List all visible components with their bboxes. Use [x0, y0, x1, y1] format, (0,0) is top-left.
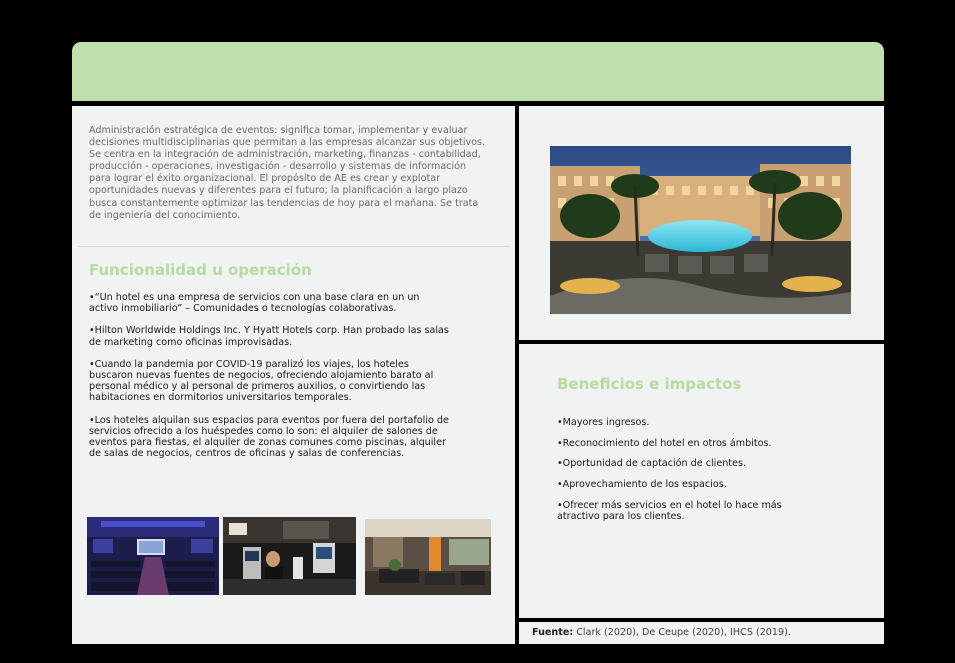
- source-text: Clark (2020), De Ceupe (2020), IHCS (2019).: [573, 627, 791, 638]
- functionality-title: Funcionalidad u operación: [89, 261, 312, 279]
- conference-room-photo: [87, 517, 219, 595]
- benefits-bullets: [557, 417, 827, 532]
- benefits-title: Beneficios e impactos: [557, 375, 742, 393]
- bullet-item: •Hilton Worldwide Holdings Inc. Y Hyatt Hotels corp. Han probado las salas de marketing como oficinas improvisadas.: [89, 325, 449, 348]
- bullet-item: •Reconocimiento del hotel en otros ámbitos.: [557, 437, 772, 449]
- hotel-lobby-photo: [365, 519, 491, 595]
- divider: [78, 246, 510, 247]
- hotel-pool-photo: [550, 146, 851, 314]
- source-box: [519, 622, 884, 644]
- source-label: Fuente:: [532, 627, 574, 638]
- hotel-photo-panel: [519, 106, 884, 340]
- benefits-panel: [519, 344, 884, 618]
- bullet-item: •Cuando la pandemia por COVID-19 paralizó los viajes, los hoteles buscaron nuevas fuentes de negocios, ofreciendo alojamiento barato al personal médico y al personal de primeros auxilios, o convirtiendo las habitaciones en dormitorios universitarios temporales.: [89, 358, 434, 404]
- left-panel: [72, 106, 515, 644]
- bullet-item: •“Un hotel es una empresa de servicios con una base clara en un un activo inmobiliario” – Comunidades o tecnologías colaborativas.: [89, 292, 420, 315]
- self-service-kiosk-photo: [223, 517, 356, 595]
- bullet-item: •Los hoteles alquilan sus espacios para eventos por fuera del portafolio de servicios ofrecido a los huéspedes como lo son: el alquiler de salones de eventos para fiestas, el alquiler de zonas comunes como piscinas, alquiler de salas de negocios, centros de oficinas y salas de conferencias.: [89, 414, 449, 460]
- bullet-item: •Mayores ingresos.: [557, 417, 650, 428]
- functionality-bullets: [89, 292, 449, 470]
- header-banner: [72, 42, 884, 101]
- bullet-item: •Aprovechamiento de los espacios.: [557, 479, 727, 491]
- source-citation: [532, 627, 791, 638]
- intro-paragraph: Administración estratégica de eventos: significa tomar, implementar y evaluar decisiones multidisciplinarias que permitan a las empresas alcanzar sus objetivos. Se centra en la integración de administración, marketing, finanzas - contabilidad, producción - operaciones, investigación - desarrollo y sistemas de información para lograr el éxito organizacional. El propósito de AE es crear y explotar oportunidades nuevas y diferentes para el futuro; la planificación a largo plazo busca constantemente optimizar las tendencias de hoy para el mañana. Se trata de ingeniería del conocimiento.: [89, 125, 486, 221]
- bullet-item: •Ofrecer más servicios en el hotel lo hace más atractivo para los clientes.: [557, 499, 782, 523]
- bullet-item: •Oportunidad de captación de clientes.: [557, 458, 747, 470]
